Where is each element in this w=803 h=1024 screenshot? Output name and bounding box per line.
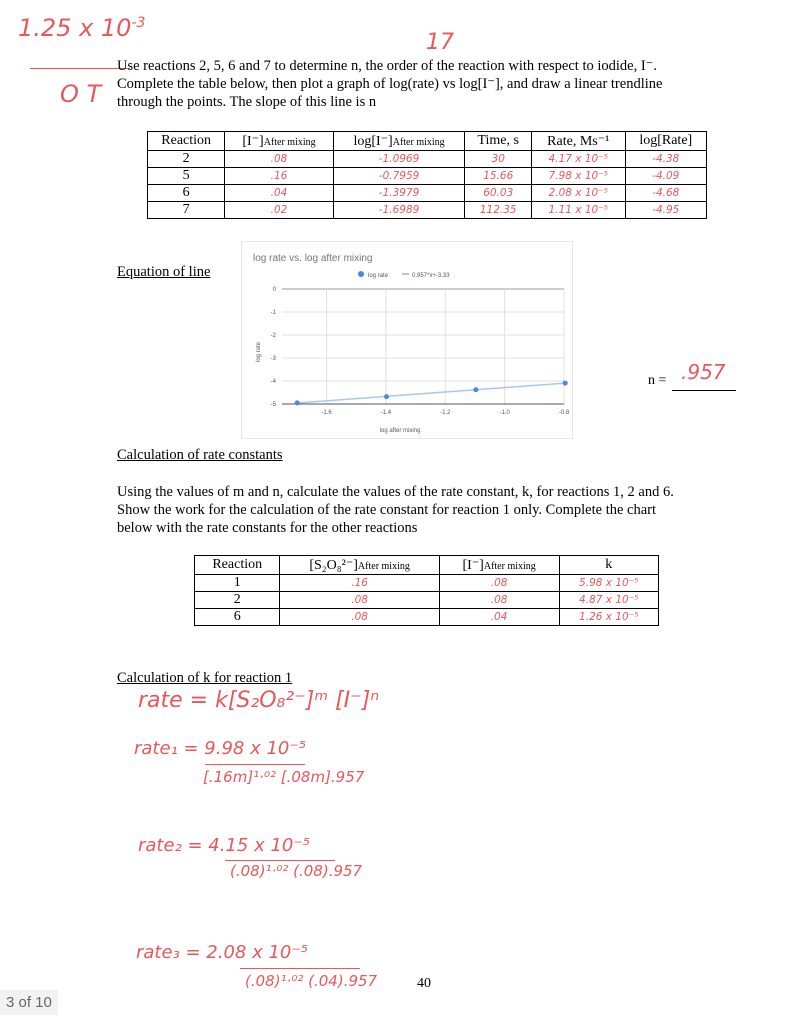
x-tick-label: -1.0 [499, 410, 510, 416]
rate-constant-instructions [117, 483, 737, 537]
col-time: Time, s [465, 132, 531, 151]
legend-points-marker [358, 271, 364, 277]
equation-of-line-label: Equation of line [117, 264, 211, 280]
work-rate2-denominator: (.08)¹·⁰² (.08).957 [230, 862, 363, 880]
col-log-rate: log[Rate] [625, 132, 706, 151]
col-iodide: [I⁻]After mixing [225, 132, 333, 151]
cell-rate: 7.98 x 10⁻⁵ [531, 168, 625, 185]
cell-k: 1.26 x 10⁻⁵ [559, 609, 659, 626]
fraction-bar [205, 764, 305, 765]
col-reaction: Reaction [195, 556, 280, 575]
instructions [117, 57, 737, 111]
page-number: 40 [417, 976, 431, 991]
cell-log-iodide: -1.0969 [333, 151, 465, 168]
cell-iodide: .04 [225, 185, 333, 202]
fraction-bar [225, 860, 335, 861]
work-rate2-numerator: rate₂ = 4.15 x 10⁻⁵ [138, 835, 311, 856]
top-number: 17 [426, 30, 454, 55]
cell-reaction: 2 [148, 151, 225, 168]
page-indicator: 3 of 10 [0, 990, 58, 1015]
instruction-line-3: through the points. The slope of this line is n [117, 94, 377, 110]
table-row [195, 592, 659, 609]
col-k: k [559, 556, 659, 575]
table-row [195, 609, 659, 626]
cell-reaction: 6 [195, 609, 280, 626]
data-point [384, 394, 389, 399]
table-row [148, 202, 707, 219]
trendline [297, 383, 565, 403]
para2-line-3: below with the rate constants for the other reactions [117, 520, 418, 536]
instruction-line-2: Complete the table below, then plot a graph of log(rate) vs log[I⁻], and draw a linear trendline [117, 76, 663, 92]
margin-mark: O T [60, 80, 102, 108]
cell-reaction: 5 [148, 168, 225, 185]
cell-iodide: .08 [225, 151, 333, 168]
work-rate3-numerator: rate₃ = 2.08 x 10⁻⁵ [136, 942, 309, 963]
cell-reaction: 6 [148, 185, 225, 202]
x-tick-label: -0.8 [558, 410, 570, 416]
cell-log-iodide: -1.3979 [333, 185, 465, 202]
cell-log-rate: -4.95 [625, 202, 706, 219]
y-tick-label: -5 [270, 402, 276, 408]
log-rate-chart [241, 241, 573, 439]
col-reaction: Reaction [148, 132, 225, 151]
table-row [148, 185, 707, 202]
work-rate1-numerator: rate₁ = 9.98 x 10⁻⁵ [134, 738, 307, 759]
cell-log-rate: -4.09 [625, 168, 706, 185]
table-row [195, 575, 659, 592]
cell-rate: 1.11 x 10⁻⁵ [531, 202, 625, 219]
cell-time: 30 [465, 151, 531, 168]
para2-line-2: Show the work for the calculation of the rate constant for reaction 1 only. Complete the chart [117, 502, 657, 518]
work-rate-law: rate = k[S₂O₈²⁻]ᵐ [I⁻]ⁿ [138, 688, 380, 713]
col-log-iodide: log[I⁻]After mixing [333, 132, 465, 151]
instruction-line-1: Use reactions 2, 5, 6 and 7 to determine n, the order of the reaction with respect to iodide, I⁻. [117, 58, 657, 74]
legend-trendline-label: 0.957*x+-3.33 [412, 273, 450, 279]
data-point [563, 381, 568, 386]
rate-constant-table [194, 555, 659, 626]
y-tick-label: -4 [270, 379, 276, 385]
cell-persulfate: .08 [280, 592, 439, 609]
x-tick-label: -1.6 [321, 410, 332, 416]
y-tick-label: 0 [272, 287, 276, 293]
cell-k: 4.87 x 10⁻⁵ [559, 592, 659, 609]
cell-log-iodide: -1.6989 [333, 202, 465, 219]
chart-x-label: log after mixing [379, 428, 421, 434]
work-rate1-denominator: [.16m]¹·⁰² [.08m].957 [203, 768, 365, 786]
fraction-bar [240, 968, 360, 969]
rate-constants-heading: Calculation of rate constants [117, 447, 283, 463]
col-persulfate: [S₂O₈²⁻]After mixing [280, 556, 439, 575]
para2-line-1: Using the values of m and n, calculate the values of the rate constant, k, for reactions 1, 2 and 6. [117, 484, 674, 500]
legend-points-label: log rate [368, 273, 389, 279]
y-tick-label: -3 [270, 356, 276, 362]
x-tick-label: -1.4 [380, 410, 392, 416]
cell-iodide: .02 [225, 202, 333, 219]
cell-time: 15.66 [465, 168, 531, 185]
iodide-order-table [147, 131, 707, 219]
cell-persulfate: .16 [280, 575, 439, 592]
cell-iodide: .08 [439, 575, 559, 592]
cell-iodide: .04 [439, 609, 559, 626]
chart-trendline-layer [297, 383, 565, 403]
chart-y-label: log rate [256, 341, 262, 363]
cell-log-iodide: -0.7959 [333, 168, 465, 185]
chart-ticks [271, 287, 570, 416]
cell-rate: 2.08 x 10⁻⁵ [531, 185, 625, 202]
cell-time: 60.03 [465, 185, 531, 202]
chart-svg [242, 242, 572, 438]
calc-k-heading: Calculation of k for reaction 1 [117, 670, 293, 686]
n-value: .957 [681, 360, 726, 384]
y-tick-label: -1 [270, 310, 276, 316]
cell-iodide: .08 [439, 592, 559, 609]
cell-k: 5.98 x 10⁻⁵ [559, 575, 659, 592]
table-row [148, 151, 707, 168]
data-point [295, 400, 300, 405]
col-iodide: [I⁻]After mixing [439, 556, 559, 575]
n-answer-line [672, 390, 736, 391]
x-tick-label: -1.2 [440, 410, 451, 416]
cell-reaction: 1 [195, 575, 280, 592]
work-rate3-denominator: (.08)¹·⁰² (.04).957 [245, 972, 378, 990]
cell-reaction: 7 [148, 202, 225, 219]
table-header-row [195, 556, 659, 575]
cell-log-rate: -4.38 [625, 151, 706, 168]
scribble-underline [30, 68, 130, 69]
table-row [148, 168, 707, 185]
y-tick-label: -2 [270, 333, 276, 339]
chart-title: log rate vs. log after mixing [253, 253, 373, 264]
cell-time: 112.35 [465, 202, 531, 219]
cell-rate: 4.17 x 10⁻⁵ [531, 151, 625, 168]
n-label: n = [648, 373, 667, 388]
cell-log-rate: -4.68 [625, 185, 706, 202]
data-point [473, 387, 478, 392]
cell-reaction: 2 [195, 592, 280, 609]
cell-iodide: .16 [225, 168, 333, 185]
col-rate: Rate, Ms⁻¹ [531, 132, 625, 151]
top-scribble: 1.25 x $10^{-3}$ [18, 14, 146, 42]
table-header-row [148, 132, 707, 151]
cell-persulfate: .08 [280, 609, 439, 626]
